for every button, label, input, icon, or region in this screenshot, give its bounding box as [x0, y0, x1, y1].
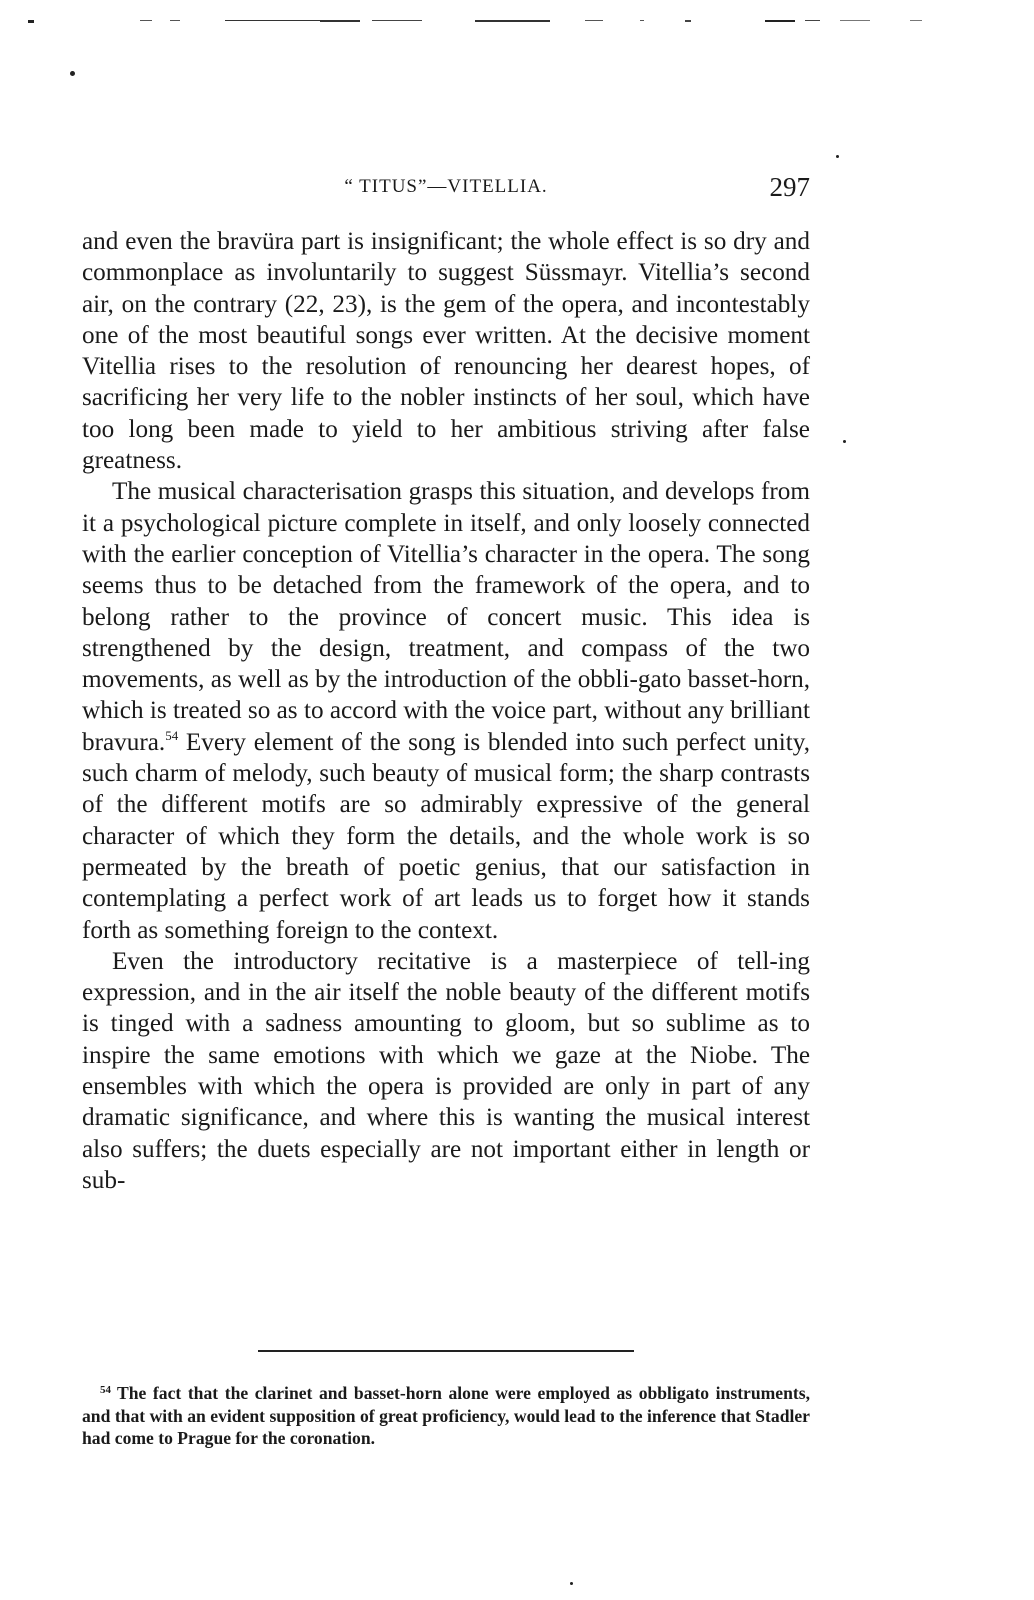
paragraph: Even the introductory recitative is a masterpiece of tell-ing expression, and in the air itself the noble beauty of the different motifs is tinged with a sadness amounting to gloom, but so sublime as to inspire the same emotions with which we gaze at the Niobe. The ensembles with which the opera is provided are only in part of any dramatic significance, and where this is wanting the musical interest also suffers; the duets especially are not important either in length or sub- — [82, 947, 810, 1194]
running-title: “ TITUS”—VITELLIA. — [344, 176, 548, 197]
page-number: 297 — [769, 172, 810, 202]
paragraph-text: The musical characterisation grasps this situation, and develops from it a psychological picture complete in itself, and only loosely connected with the earlier conception of Vitellia’s character in the opera. The song seems thus to be detached from the framework of the opera, and to belong rather to the province of concert music. This idea is strengthened by the design, treatment, and compass of the two movements, as well as by the introduction of the obbli-gato basset-horn, which is treated so as to accord with the voice part, without any brilliant bravura. — [82, 478, 810, 756]
paragraph: and even the bravüra part is insignificant; the whole effect is so dry and commonplace as involuntarily to suggest Süssmayr. Vitellia’s second air, on the contrary (22, 23), is the gem of the opera, and incontestably one of the most beautiful songs ever written. At the decisive moment Vitellia rises to the resolution of renouncing her dearest hopes, of sacrificing her very life to the nobler instincts of her soul, which have too long been made to yield to her ambitious striving after false greatness. — [82, 228, 810, 475]
footnote — [82, 1382, 810, 1450]
paragraph-text: Every element of the song is blended into such perfect unity, such charm of melody, such beauty of musical form; the sharp contrasts of the different motifs are so admirably expressive of the general character of which they form the details, and the whole work is so permeated by the breath of poetic genius, that our satisfaction in contemplating a perfect work of art leads us to forget how it stands forth as something foreign to the context. — [82, 728, 811, 944]
scan-artifact-top — [20, 14, 1020, 22]
footnote-text: The fact that the clarinet and basset-horn alone were employed as obbligato instruments, and that with an evident supposition of great proficiency, would lead to the inference that Stadler had come to Prague for the coronation. — [82, 1383, 810, 1448]
footnote-rule — [258, 1350, 634, 1352]
footnote-reference: 54 — [165, 727, 179, 743]
scan-speck — [70, 71, 75, 76]
footnote-mark: 54 — [100, 1384, 111, 1396]
body-text — [82, 226, 810, 1196]
scan-noise-graphic — [20, 17, 1020, 27]
paragraph — [82, 476, 810, 945]
scan-speck — [836, 155, 839, 158]
running-head — [82, 172, 810, 206]
scan-speck — [570, 1582, 573, 1585]
scan-speck — [843, 440, 846, 443]
